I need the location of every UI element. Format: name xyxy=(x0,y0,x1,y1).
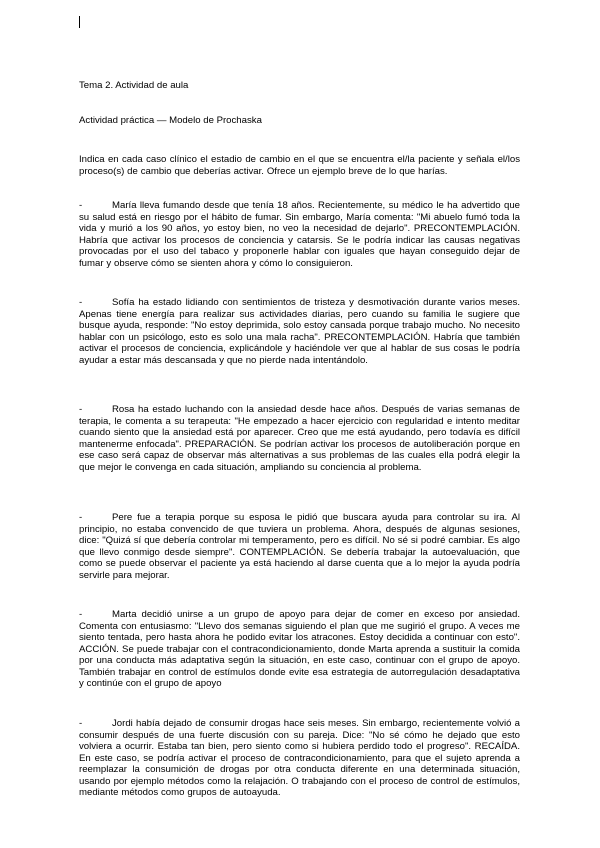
case-item xyxy=(79,297,520,366)
list-bullet: - xyxy=(79,718,83,729)
case-text: Pere fue a terapia porque su esposa le pidió que buscara ayuda para controlar su ira. Al principio, no estaba convencido de que tuviera un problema. Ahora, después de algunas sesiones, dice: "Quizá sí que debería controlar mi temperamento, pero es difícil. No sé si podré cambiar. Es algo que llevo conmigo desde siempre". CONTEMPLACIÓN. Se debería trabajar la autoevaluación, que como se puede observar el paciente ya está haciendo al darse cuenta que a lo mejor la ayuda podría servirle para mejorar. xyxy=(79,512,520,581)
list-bullet: - xyxy=(79,609,83,620)
case-item xyxy=(79,200,520,269)
case-text: Sofía ha estado lidiando con sentimientos de tristeza y desmotivación durante varios meses. Apenas tiene energía para realizar sus actividades diarias, pero cuando su familia le sugiere que busque ayuda, responde: "No estoy deprimida, solo estoy cansada porque trabajo mucho. No necesito hablar con un psicólogo, esto es solo una mala racha". PRECONTEMPLACIÓN. Habría que también activar el procesos de conciencia, explicándole y haciéndole ver que al hablar de sus cosas le podría ayudar a estar más descansada y que no pierde nada intentándolo. xyxy=(79,297,520,366)
case-item xyxy=(79,404,520,473)
topic-heading: Tema 2. Actividad de aula xyxy=(79,80,189,91)
case-text: María lleva fumando desde que tenía 18 años. Recientemente, su médico le ha advertido que su salud está en riesgo por el hábito de fumar. Sin embargo, María comenta: "Mi abuelo fumó toda la vida y murió a los 90 años, yo estoy bien, no veo la necesidad de dejarlo". PRECONTEMPLACIÓN. Habría que activar los procesos de conciencia y catarsis. Se le podría indicar las causas negativas provocadas por el uso del tabaco y proponerle hablar con iguales que hayan conseguido dejar de fumar y observe cómo se sienten ahora y cómo lo consiguieron. xyxy=(79,200,520,269)
text-cursor xyxy=(79,16,80,28)
instructions-paragraph: Indica en cada caso clínico el estadio de cambio en el que se encuentra el/la paciente y señala el/los proceso(s) de cambio que deberías activar. Ofrece un ejemplo breve de lo que harías. xyxy=(79,154,520,177)
case-item xyxy=(79,718,520,799)
list-bullet: - xyxy=(79,297,83,308)
case-text: Rosa ha estado luchando con la ansiedad desde hace años. Después de varias semanas de terapia, le comenta a su terapeuta: "He empezado a hacer ejercicio con regularidad e intento meditar cuando siento que la ansiedad está por aparecer. Creo que me está ayudando, pero todavía es difícil mantenerme enfocada". PREPARACIÓN. Se podrían activar los procesos de autoliberación porque en ese caso será capaz de observar más alternativas a sus problemas de las cuales ella podrá elegir la que mejor le convenga en cada situación, ampliando su conciencia al problema. xyxy=(79,404,520,473)
case-item xyxy=(79,512,520,581)
list-bullet: - xyxy=(79,200,83,211)
activity-title: Actividad práctica — Modelo de Prochaska xyxy=(79,115,262,126)
case-item xyxy=(79,609,520,690)
list-bullet: - xyxy=(79,404,83,415)
case-text: Marta decidió unirse a un grupo de apoyo para dejar de comer en exceso por ansiedad. Comenta con entusiasmo: "Llevo dos semanas siguiendo el plan que me sugirió el grupo. A veces me siento tentada, pero hasta ahora he podido evitar los atracones. Estoy decidida a continuar con esto". ACCIÓN. Se puede trabajar con el contracondicionamiento, donde Marta aprenda a sustituir la comida por una conducta más adaptativa según la situación, en este caso, continuar con el grupo de apoyo. También trabajar en control de estímulos donde evite esa estrategia de autorregulación desadaptativa y continúe con el grupo de apoyo xyxy=(79,609,520,689)
list-bullet: - xyxy=(79,512,83,523)
case-text: Jordi había dejado de consumir drogas hace seis meses. Sin embargo, recientemente volvió a consumir después de una fuerte discusión con su pareja. Dice: "No sé cómo he dejado que esto volviera a ocurrir. Estaba tan bien, pero siento como si hubiera perdido todo el progreso". RECAÍDA. En este caso, se podría activar el proceso de contracondicionamiento, para que el sujeto aprenda a reemplazar la consumición de drogas por otra conducta diferente en una determinada situación, usando por ejemplo métodos como la relajación. O trabajando con el proceso de control de estímulos, mediante métodos como grupos de autoayuda. xyxy=(79,718,520,798)
